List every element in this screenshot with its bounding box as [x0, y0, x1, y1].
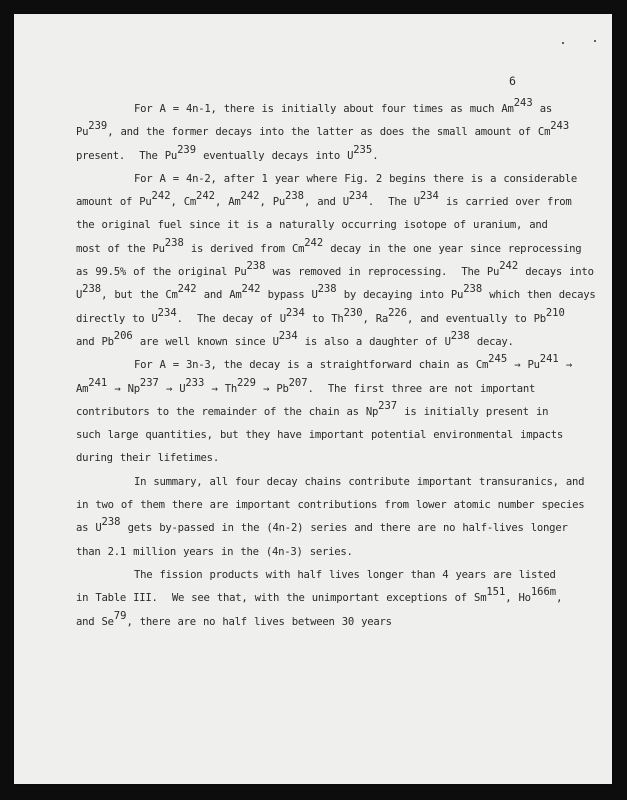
superscript: 235 — [353, 143, 373, 156]
text-run: . The decay of U — [176, 312, 286, 325]
text-run: in two of them there are important contributions from lower atomic number species — [76, 499, 585, 512]
text-run: is initially present in — [397, 405, 549, 418]
text-line — [76, 564, 596, 587]
superscript: 234 — [285, 306, 305, 319]
superscript: 242 — [177, 283, 197, 296]
superscript: 79 — [113, 609, 127, 622]
superscript: 238 — [450, 329, 470, 342]
text-line — [76, 214, 596, 237]
text-line — [76, 261, 596, 284]
text-run: in Table III. We see that, with the unimportant exceptions of Sm — [76, 592, 487, 605]
superscript: 234 — [348, 190, 368, 203]
superscript: 242 — [240, 190, 260, 203]
text-run: . The U — [367, 196, 420, 209]
text-line — [76, 121, 596, 144]
speck-mark — [594, 40, 596, 42]
text-line — [76, 308, 596, 331]
text-run: the original fuel since it is a naturally occurring isotope of uranium, and — [76, 219, 548, 232]
superscript: 238 — [463, 283, 483, 296]
superscript: 241 — [539, 353, 559, 366]
text-run: by decaying into Pu — [336, 289, 464, 302]
superscript: 238 — [285, 190, 304, 203]
text-run: Am — [76, 382, 89, 395]
text-run: is derived from Cm — [183, 242, 305, 255]
superscript: 151 — [486, 586, 506, 599]
superscript: 229 — [236, 376, 256, 389]
text-line — [76, 378, 596, 401]
text-run: , but the Cm — [101, 289, 178, 302]
speck-mark — [562, 42, 564, 44]
superscript: 230 — [343, 306, 363, 319]
text-line — [76, 145, 596, 168]
text-line — [76, 471, 596, 494]
text-line — [76, 331, 596, 354]
text-run: bypass U — [260, 289, 318, 302]
text-run: decay. — [469, 335, 514, 348]
page-number: 6 — [509, 74, 516, 88]
text-run: , Am — [215, 196, 241, 209]
text-line — [76, 238, 596, 261]
document-page — [14, 14, 612, 784]
superscript: 242 — [499, 260, 519, 273]
text-line — [76, 401, 596, 424]
text-run: amount of Pu — [76, 196, 152, 209]
superscript: 242 — [304, 236, 324, 249]
text-run: , and the former decays into the latter as does the small amount of Cm — [107, 126, 551, 139]
text-run: to Th — [304, 312, 344, 325]
text-run: . — [372, 149, 379, 162]
superscript: 238 — [164, 236, 184, 249]
text-run: contributors to the remainder of the chain as Np — [76, 405, 379, 418]
text-line — [76, 587, 596, 610]
superscript: 242 — [151, 190, 171, 203]
text-run: as U — [76, 522, 102, 535]
superscript: 238 — [82, 283, 102, 296]
text-run: and Am — [196, 289, 242, 302]
superscript: 242 — [241, 283, 261, 296]
text-run: For A = 4n-2, after 1 year where Fig. 2 begins there is a considerable — [134, 172, 577, 185]
text-run: For A = 3n-3, the decay is a straightforward chain as Cm — [134, 359, 489, 372]
text-run: For A = 4n-1, there is initially about four times as much Am — [134, 103, 514, 115]
superscript: 239 — [177, 143, 197, 156]
text-run: In summary, all four decay chains contribute important transuranics, and — [134, 475, 585, 488]
superscript: 245 — [488, 353, 508, 366]
text-line — [76, 447, 596, 470]
superscript: 237 — [378, 399, 398, 412]
text-line — [76, 517, 596, 540]
text-run: as 99.5% of the original Pu — [76, 266, 247, 279]
text-run: is carried over from — [438, 196, 572, 209]
text-line — [76, 541, 596, 564]
superscript: 226 — [388, 306, 408, 319]
text-line — [76, 98, 596, 121]
text-line — [76, 191, 596, 214]
text-run: eventually decays into U — [196, 149, 354, 162]
text-run: , and eventually to Pb — [407, 312, 546, 325]
text-run: . The first three are not important — [307, 382, 536, 395]
text-run: are well known since U — [132, 335, 279, 348]
text-run: , — [556, 592, 563, 605]
text-run: → Pb — [255, 382, 289, 395]
text-line — [76, 284, 596, 307]
text-run: → U — [158, 382, 186, 395]
text-line — [76, 611, 596, 634]
text-run: and Se — [76, 615, 114, 628]
text-line — [76, 354, 596, 377]
superscript: 241 — [88, 376, 108, 389]
text-run: which then decays — [482, 289, 596, 302]
text-run: as — [532, 103, 553, 115]
text-line — [76, 424, 596, 447]
text-run: decay in the one year since reprocessing — [323, 242, 582, 255]
text-run: than 2.1 million years in the (4n-3) series. — [76, 545, 353, 558]
text-run: , Pu — [259, 196, 285, 209]
superscript: 234 — [278, 329, 298, 342]
superscript: 242 — [196, 190, 215, 203]
text-run: present. The Pu — [76, 149, 178, 162]
superscript: 238 — [317, 283, 337, 296]
text-run: during their lifetimes. — [76, 452, 219, 465]
text-run: → Np — [107, 382, 140, 395]
text-line — [76, 494, 596, 517]
text-run: The fission products with half lives longer than 4 years are listed — [134, 568, 556, 581]
superscript: 234 — [157, 306, 177, 319]
text-run: was removed in reprocessing. The Pu — [265, 266, 500, 279]
superscript: 206 — [113, 329, 133, 342]
superscript: 210 — [545, 306, 565, 319]
text-run: and Pb — [76, 335, 114, 348]
text-run: , Cm — [170, 196, 197, 209]
superscript: 234 — [419, 190, 439, 203]
superscript: 233 — [185, 376, 205, 389]
text-run: → Pu — [507, 359, 540, 372]
superscript: 238 — [101, 516, 121, 529]
text-run: → — [558, 359, 573, 372]
superscript: 238 — [246, 260, 266, 273]
text-run: → Th — [204, 382, 237, 395]
text-run: decays into — [518, 266, 594, 279]
text-run: directly to U — [76, 312, 158, 325]
text-run: most of the Pu — [76, 242, 165, 255]
text-run: is also a daughter of U — [297, 335, 451, 348]
superscript: 207 — [288, 376, 308, 389]
superscript: 166m — [530, 586, 557, 599]
superscript: 239 — [88, 120, 108, 133]
text-run: such large quantities, but they have important potential environmental impacts — [76, 429, 563, 442]
body-text — [76, 98, 596, 634]
text-run: U — [76, 289, 83, 302]
text-run: , there are no half lives between 30 years — [126, 615, 392, 628]
text-line — [76, 168, 596, 191]
text-run: , and U — [303, 196, 349, 209]
superscript: 243 — [550, 120, 570, 133]
text-run: , Ra — [362, 312, 389, 325]
superscript: 237 — [139, 376, 159, 389]
text-run: Pu — [76, 126, 89, 139]
text-run: gets by-passed in the (4n-2) series and there are no half-lives longer — [120, 522, 568, 535]
text-run: , Ho — [505, 592, 531, 605]
superscript: 243 — [513, 97, 533, 109]
